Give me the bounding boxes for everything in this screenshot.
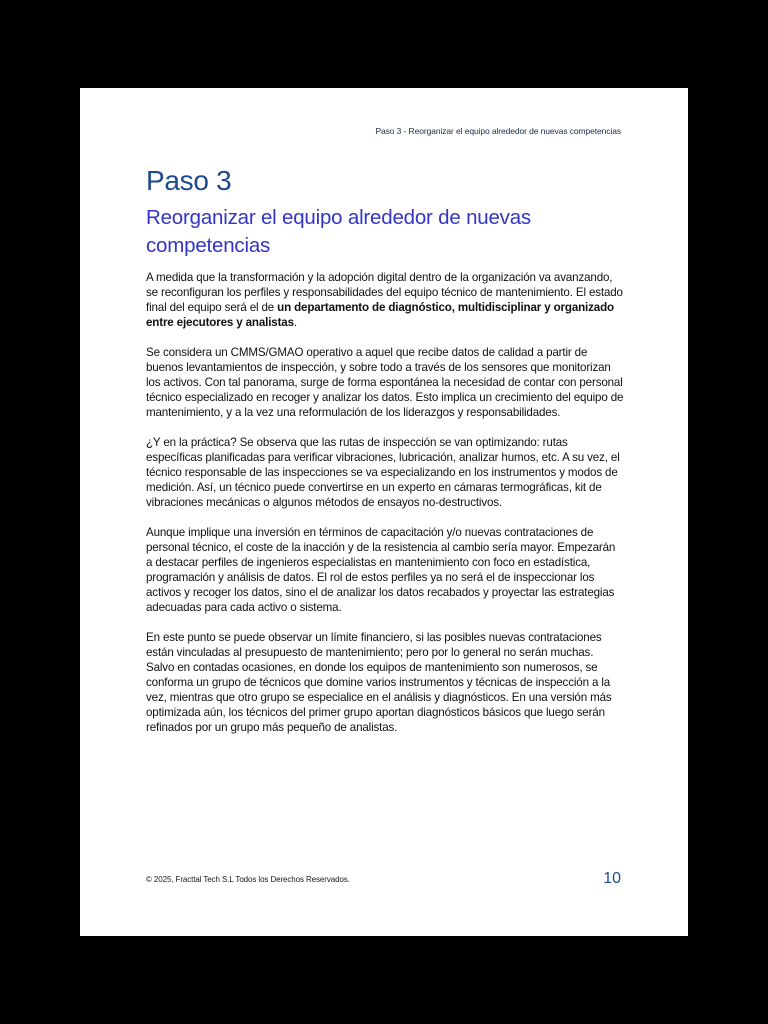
paragraph-4: Aunque implique una inversión en términos de capacitación y/o nuevas contrataciones de personal técnico, el coste de la inacción y de la resistencia al cambio sería mayor. Empezarán a destacar perfiles de ingenieros especialistas en mantenimiento con foco en estadística, programación y análisis de datos. El rol de estos perfiles ya no será el de inspeccionar los activos y recoger los datos, sino el de analizar los datos recabados y proyectar las estrategias adecuadas para cada activo o sistema. [146, 526, 616, 614]
running-header: Paso 3 - Reorganizar el equipo alrededor de nuevas competencias [375, 126, 621, 136]
page-content [146, 164, 624, 750]
paragraph-1 [146, 270, 624, 330]
paragraph-5: En este punto se puede observar un límite financiero, si las posibles nuevas contrataciones están vinculadas al presupuesto de mantenimiento; pero por lo general no serán muchas. Salvo en contadas ocasiones, en donde los equipos de mantenimiento son numerosos, se conforma un grupo de técnicos que domine varios instrumentos y técnicas de inspección a la vez, mientras que otro grupo se especialice en el análisis y diagnósticos. En una versión más optimizada aún, los técnicos del primer grupo aportan diagnósticos básicos que luego serán refinados por un grupo más pequeño de analistas. [146, 631, 612, 734]
document-page [80, 88, 688, 936]
page-number: 10 [603, 870, 621, 887]
copyright-notice: © 2025, Fracttal Tech S.L Todos los Derechos Reservados. [146, 874, 350, 884]
paragraph-1-end: . [293, 316, 297, 329]
page-subtitle: Reorganizar el equipo alrededor de nuevas competencias [146, 206, 531, 257]
paragraph-2: Se considera un CMMS/GMAO operativo a aquel que recibe datos de calidad a partir de buenos levantamientos de inspección, y sobre todo a través de los sensores que monitorizan los activos. Con tal panorama, surge de forma espontánea la necesidad de contar con personal técnico especializado en recoger y analizar los datos. Esto implica un crecimiento del equipo de mantenimiento, y a la vez una reformulación de los liderazgos y responsabilidades. [146, 346, 624, 419]
paragraph-1-text: A medida que la transformación y la adopción digital dentro de la organización va avanzando, se reconfiguran los perfiles y responsabilidades del equipo técnico de mantenimiento. El estado final del equipo será el de [146, 271, 623, 314]
paragraph-1-bold: un departamento de diagnóstico, multidisciplinar y organizado entre ejecutores y analistas [146, 301, 614, 329]
paragraph-3: ¿Y en la práctica? Se observa que las rutas de inspección se van optimizando: rutas específicas planificadas para verificar vibraciones, lubricación, analizar humos, etc. A su vez, el técnico responsable de las inspecciones se va especializando en los instrumentos y modos de medición. Así, un técnico puede convertirse en un experto en cámaras termográficas, kit de vibraciones mecánicas o algunos métodos de ensayos no-destructivos. [146, 436, 620, 509]
page-title: Paso 3 [146, 165, 232, 196]
page-footer [146, 870, 621, 888]
